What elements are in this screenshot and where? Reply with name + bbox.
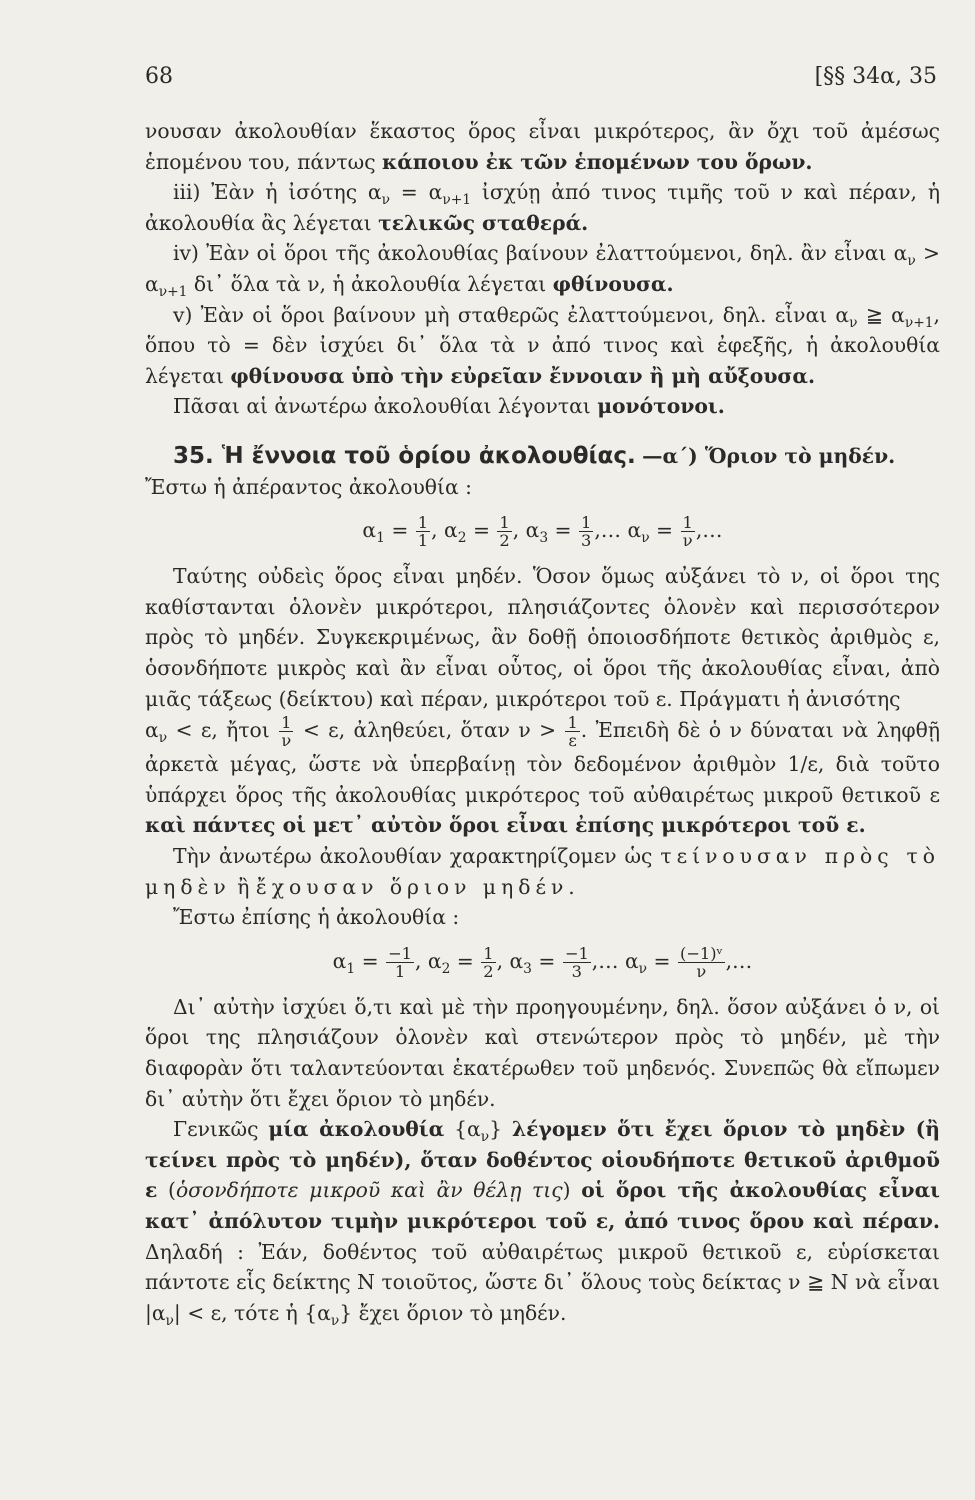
paragraph-iv: iv) Ἐὰν οἱ ὅροι τῆς ἀκολουθίας βαίνουν ἐλαττούμενοι, δηλ. ἂν εἶναι $\alpha_\nu > \alpha_{\nu+1}$ δι᾽ ὅλα τὰ ν, ἡ ἀκολουθία λέγεται φθίνουσα. <box>145 241 940 301</box>
paragraph-characterize: Τὴν ἀνωτέρω ἀκολουθίαν χαρακτηρίζομεν ὡς τείνουσαν πρὸς τὸ μηδὲν ἢ ἔχουσαν ὅριον μηδέν. <box>145 844 940 899</box>
equation-sequence-2: $\alpha_1$ = $\frac{-1}{1}$ , $\alpha_2$ = $\frac{1}{2}$ , $\alpha_3$ = $\frac{-1}{3}$ ,… $\alpha_\nu$ = $\frac{\text{(−1)ᵛ}}{\nu}$ ,… <box>332 943 753 981</box>
subsection-title: —α΄) Ὅριον τὸ μηδέν. <box>642 443 896 468</box>
paragraph-oscillation: Δι᾽ αὐτὴν ἰσχύει ὅ,τι καὶ μὲ τὴν προηγουμένην, δηλ. ὅσον αὐξάνει ὁ ν, οἱ ὅροι της πλησιάζουν ὁλονὲν καὶ στενώτερον πρὸς τὸ μηδέν, μὲ τὴν διαφορὰν ὅτι ταλαντεύονται ἑκατέρωθεν τοῦ μηδενός. Συνεπῶς θὰ εἴπωμεν δι᾽ αὐτὴν ὅτι ἔχει ὅριον τὸ μηδέν. <box>145 994 940 1111</box>
page-body <box>145 116 940 1328</box>
paragraph-monotonic: Πᾶσαι αἱ ἀνωτέρω ἀκολουθίαι λέγονται μονότονοι. <box>173 394 725 419</box>
equation-sequence-1: $\alpha_1$ = $\frac{1}{1}$ , $\alpha_2$ = $\frac{1}{2}$ , $\alpha_3$ = $\frac{1}{3}$ ,… $\alpha_\nu$ = $\frac{1}{\nu}$ ,… <box>362 513 723 551</box>
paragraph-explanation: Ταύτης οὐδεὶς ὅρος εἶναι μηδέν. Ὅσον ὅμως αὐξάνει τὸ ν, οἱ ὅροι της καθίστανται ὁλονὲν μικρότεροι, πλησιάζοντες ὁλονὲν καὶ περισσότερον πρὸς τὸ μηδέν. Συγκεκριμένως, ἂν δοθῇ ὁποιοσδήποτε θετικὸς ἀριθμὸς ε, ὁσονδήποτε μικρὸς καὶ ἂν εἶναι οὗτος, οἱ ὅροι τῆς ἀκολουθίας εἶναι, ἀπὸ μιᾶς τάξεως (δείκτου) καὶ πέραν, μικρότεροι τοῦ ε. Πράγματι ἡ ἀνισότης <box>145 564 940 711</box>
paragraph-let-sequence: Ἔστω ἡ ἀπέραντος ἀκολουθία : <box>145 474 472 499</box>
paragraph-iii: iii) Ἐὰν ἡ ἰσότης $\alpha_\nu = \alpha_{\nu+1}$ ἰσχύῃ ἀπό τινος τιμῆς τοῦ ν καὶ πέραν, ἡ ἀκολουθία ἂς λέγεται τελικῶς σταθερά. <box>145 180 940 235</box>
section-title: 35. Ἡ ἔννοια τοῦ ὁρίου ἀκολουθίας. <box>173 442 636 469</box>
paragraph-v: v) Ἐὰν οἱ ὅροι βαίνουν μὴ σταθερῶς ἐλαττούμενοι, δηλ. εἶναι $\alpha_\nu$ ≧ $\alpha_{\nu+1}$, ὅπου τὸ = δὲν ἰσχύει δι᾽ ὅλα τὰ ν ἀπό τινος καὶ ἐφεξῆς, ἡ ἀκολουθία λέγεται φθίνουσα ὑπὸ τὴν εὐρεῖαν ἔννοιαν ἢ μὴ αὔξουσα. <box>145 302 940 388</box>
paragraph-let-sequence-2: Ἔστω ἐπίσης ἡ ἀκολουθία : <box>173 905 460 930</box>
paragraph-definition: Γενικῶς μία ἀκολουθία $\{\alpha_\nu\}$ λέγομεν ὅτι ἔχει ὅριον τὸ μηδὲν (ἢ τείνει πρὸς τὸ μηδέν), ὅταν δοθέντος οἱουδήποτε θετικοῦ ἀριθμοῦ ε (ὁσονδήποτε μικροῦ καὶ ἂν θέλῃ τις) οἱ ὅροι τῆς ἀκολουθίας εἶναι κατ᾽ ἀπόλυτον τιμὴν μικρότεροι τοῦ ε, ἀπό τινος ὅρου καὶ πέραν. Δηλαδή : Ἐάν, δοθέντος τοῦ αὐθαιρέτως μικροῦ θετικοῦ ε, εὑρίσκεται πάντοτε εἷς δείκτης N τοιοῦτος, ὥστε δι᾽ ὅλους τοὺς δείκτας ν ≧ N νὰ εἶναι $|\alpha_\nu| < \varepsilon$, τότε ἡ $\{\alpha_\nu\}$ ἔχει ὅριον τὸ μηδέν. <box>145 1117 940 1329</box>
paragraph-continuation: νουσαν ἀκολουθίαν ἕκαστος ὅρος εἶναι μικρότερος, ἂν ὄχι τοῦ ἀμέσως ἑπομένου του, πάντως κάποιου ἐκ τῶν ἑπομένων του ὅρων. <box>145 119 940 174</box>
section-35-heading <box>145 441 940 472</box>
section-reference: [§§ 34α, 35 <box>814 64 937 89</box>
paragraph-inequality: $\alpha_\nu < \varepsilon$, ἤτοι $\frac{1}{\nu}$ < ε, ἀληθεύει, ὅταν ν > $\frac{1}{\varepsilon}$ . Ἐπειδὴ δὲ ὁ ν δύναται νὰ ληφθῇ ἀρκετὰ μέγας, ὥστε νὰ ὑπερβαίνῃ τὸν δεδομένον ἀριθμὸν 1/ε, διὰ τοῦτο ὑπάρχει ὅρος τῆς ἀκολουθίας μικρότερος τοῦ αὐθαιρέτως μικροῦ θετικοῦ ε καὶ πάντες οἱ μετ᾽ αὐτὸν ὅροι εἶναι ἐπίσης μικρότεροι τοῦ ε. <box>145 713 940 838</box>
page-number: 68 <box>145 64 173 89</box>
